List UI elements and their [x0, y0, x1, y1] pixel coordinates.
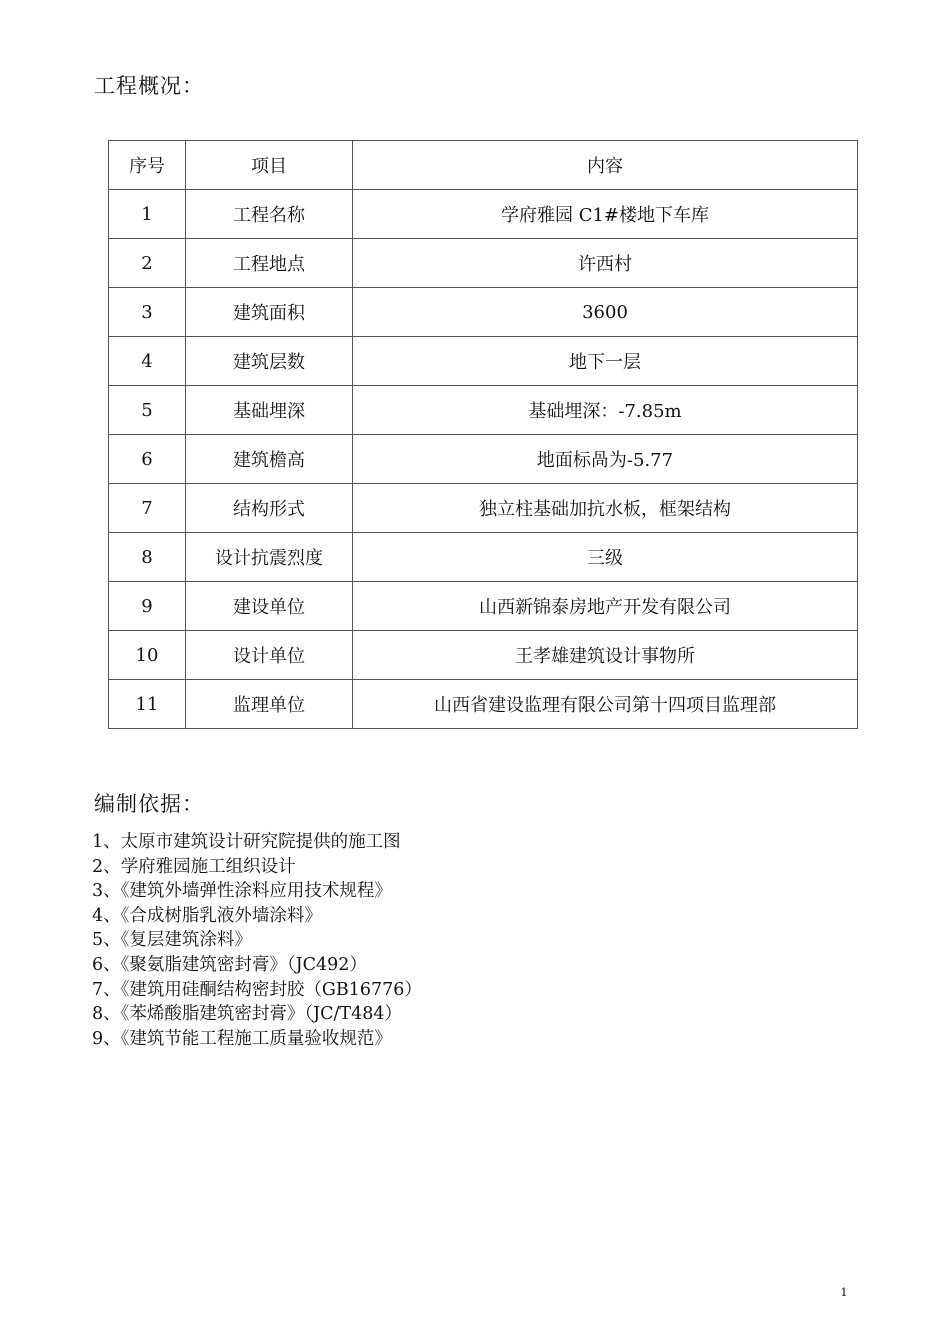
row-content-cell: 地面标咼为-5.77 [353, 435, 858, 484]
table-row [109, 680, 858, 729]
row-item-cell: 监理单位 [186, 680, 353, 729]
row-index-cell: 7 [109, 484, 186, 533]
table-row [109, 484, 858, 533]
row-index-cell: 6 [109, 435, 186, 484]
table-row [109, 533, 858, 582]
row-item-cell: 基础埋深 [186, 386, 353, 435]
table-row [109, 386, 858, 435]
list-item: 1、太原市建筑设计研究院提供的施工图 [92, 832, 401, 852]
basis-list [92, 830, 422, 1051]
row-item-cell: 设计抗震烈度 [186, 533, 353, 582]
list-item: 3、《建筑外墙弹性涂料应用技术规程》 [92, 881, 392, 902]
list-item: 2、学府雅园施工组织设计 [92, 856, 296, 877]
row-index-cell: 1 [109, 190, 186, 239]
row-item-cell: 建筑檐高 [186, 435, 353, 484]
list-item: 4、《合成树脂乳液外墙涂料》 [92, 905, 322, 926]
list-item: 8、《苯烯酸脂建筑密封膏》（JC/T484） [92, 1004, 403, 1025]
row-content-cell: 3600 [353, 288, 858, 337]
header-content-cell: 内容 [353, 141, 858, 190]
row-index-cell: 9 [109, 582, 186, 631]
row-index-cell: 2 [109, 239, 186, 288]
row-index-cell: 10 [109, 631, 186, 680]
row-item-cell: 建筑层数 [186, 337, 353, 386]
row-content-cell: 许西村 [353, 239, 858, 288]
table-row [109, 631, 858, 680]
row-item-cell: 建设单位 [186, 582, 353, 631]
row-content-cell: 学府雅园 C1#楼地下车库 [353, 190, 858, 239]
row-item-cell: 工程名称 [186, 190, 353, 239]
list-item: 7、《建筑用硅酮结构密封胶（GB16776） [92, 979, 422, 1000]
overview-heading: 工程概况： [94, 74, 204, 98]
row-item-cell: 工程地点 [186, 239, 353, 288]
row-content-cell: 山西省建设监理有限公司第十四项目监理部 [353, 680, 858, 729]
table-row [109, 337, 858, 386]
table-row [109, 190, 858, 239]
list-item: 9、《建筑节能工程施工质量验收规范》 [92, 1028, 392, 1049]
list-item: 6、《聚氨脂建筑密封膏》（JC492） [92, 954, 367, 975]
table-row [109, 435, 858, 484]
page-number: 1 [840, 1286, 848, 1299]
row-index-cell: 8 [109, 533, 186, 582]
project-overview-table [108, 140, 858, 729]
header-item-cell: 项目 [186, 141, 353, 190]
row-content-cell: 山西新锦泰房地产开发有限公司 [353, 582, 858, 631]
table-row [109, 582, 858, 631]
row-content-cell: 基础埋深：-7.85m [353, 386, 858, 435]
row-item-cell: 建筑面积 [186, 288, 353, 337]
table-header-row [109, 141, 858, 190]
table-row [109, 239, 858, 288]
row-item-cell: 结构形式 [186, 484, 353, 533]
row-content-cell: 王孝雄建筑设计事物所 [353, 631, 858, 680]
row-index-cell: 3 [109, 288, 186, 337]
row-content-cell: 地下一层 [353, 337, 858, 386]
row-content-cell: 三级 [353, 533, 858, 582]
row-item-cell: 设计单位 [186, 631, 353, 680]
header-index-cell: 序号 [109, 141, 186, 190]
table-row [109, 288, 858, 337]
row-content-cell: 独立柱基础加抗水板，框架结构 [353, 484, 858, 533]
row-index-cell: 5 [109, 386, 186, 435]
list-item: 5、《复层建筑涂料》 [92, 930, 252, 951]
row-index-cell: 4 [109, 337, 186, 386]
row-index-cell: 11 [109, 680, 186, 729]
basis-heading: 编制依据： [94, 792, 204, 816]
